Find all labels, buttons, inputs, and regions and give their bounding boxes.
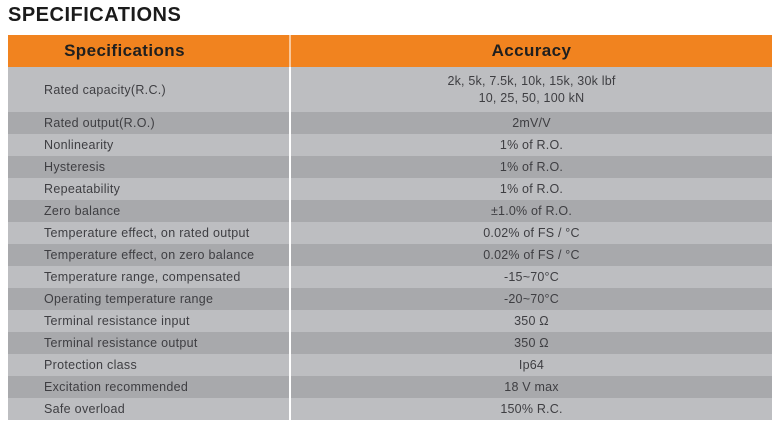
spec-label-cell: Zero balance: [44, 204, 121, 218]
spec-value-line: 150% R.C.: [500, 401, 563, 416]
spec-value-line: 1% of R.O.: [499, 137, 564, 152]
table-row: [8, 266, 772, 288]
spec-value-line: ±1.0% of R.O.: [490, 203, 573, 218]
spec-label-cell: Hysteresis: [44, 160, 106, 174]
spec-label-cell: Terminal resistance input: [44, 314, 190, 328]
spec-label-cell: Rated output(R.O.): [44, 116, 156, 130]
spec-value-line: 0.02% of FS / °C: [483, 247, 580, 262]
spec-value-line: 350 Ω: [514, 335, 549, 350]
spec-label-cell: Temperature effect, on zero balance: [44, 248, 255, 262]
table-row: [8, 156, 772, 178]
spec-value-cell: [291, 134, 772, 156]
table-row: [8, 288, 772, 310]
spec-label-cell: Nonlinearity: [44, 138, 114, 152]
table-row: [8, 222, 772, 244]
spec-value-cell: [291, 112, 772, 134]
spec-label-cell: Temperature range, compensated: [44, 270, 241, 284]
spec-value-line: 2k, 5k, 7.5k, 10k, 15k, 30k lbf: [447, 73, 616, 88]
spec-label-cell: Protection class: [44, 358, 138, 372]
spec-value-line: -20~70°C: [504, 291, 559, 306]
table-row: [8, 134, 772, 156]
table-row: [8, 332, 772, 354]
table-header-row: [8, 35, 772, 67]
spec-value-line: -15~70°C: [504, 269, 559, 284]
spec-value-cell: [291, 376, 772, 398]
spec-label-cell: Terminal resistance output: [44, 336, 198, 350]
table-row: [8, 200, 772, 222]
spec-value-line: 350 Ω: [514, 313, 549, 328]
spec-value-cell: [291, 398, 772, 420]
spec-value-cell: [291, 156, 772, 178]
spec-value-line: 0.02% of FS / °C: [483, 225, 580, 240]
table-row: [8, 310, 772, 332]
spec-label-cell: Repeatability: [44, 182, 121, 196]
specifications-table: [8, 35, 772, 420]
table-row: [8, 112, 772, 134]
spec-value-line: 10, 25, 50, 100 kN: [478, 90, 585, 105]
spec-value-cell: [291, 354, 772, 376]
table-row: [8, 398, 772, 420]
spec-value-cell: [291, 200, 772, 222]
table-body: [8, 67, 772, 420]
spec-value-cell: [291, 332, 772, 354]
spec-value-line: Ip64: [518, 357, 545, 372]
column-header-specifications: Specifications: [64, 41, 185, 60]
table-row: [8, 178, 772, 200]
spec-value-line: 18 V max: [504, 379, 559, 394]
spec-value-cell: [291, 222, 772, 244]
spec-label-cell: Operating temperature range: [44, 292, 214, 306]
spec-value-cell: [291, 67, 772, 112]
table-row: [8, 354, 772, 376]
spec-label-cell: Safe overload: [44, 402, 126, 416]
table-row: [8, 244, 772, 266]
spec-label-cell: Rated capacity(R.C.): [44, 82, 167, 97]
spec-label-cell: Excitation recommended: [44, 380, 189, 394]
spec-value-line: 2mV/V: [512, 115, 551, 130]
spec-value-cell: [291, 244, 772, 266]
spec-label-cell: Temperature effect, on rated output: [44, 226, 250, 240]
table-row: [8, 67, 772, 112]
spec-value-cell: [291, 266, 772, 288]
spec-value-cell: [291, 310, 772, 332]
spec-value-line: 1% of R.O.: [499, 181, 564, 196]
spec-value-line: 1% of R.O.: [499, 159, 564, 174]
table-row: [8, 376, 772, 398]
column-header-accuracy: Accuracy: [491, 41, 572, 60]
spec-value-cell: [291, 288, 772, 310]
spec-value-cell: [291, 178, 772, 200]
page-title: SPECIFICATIONS: [8, 4, 182, 26]
